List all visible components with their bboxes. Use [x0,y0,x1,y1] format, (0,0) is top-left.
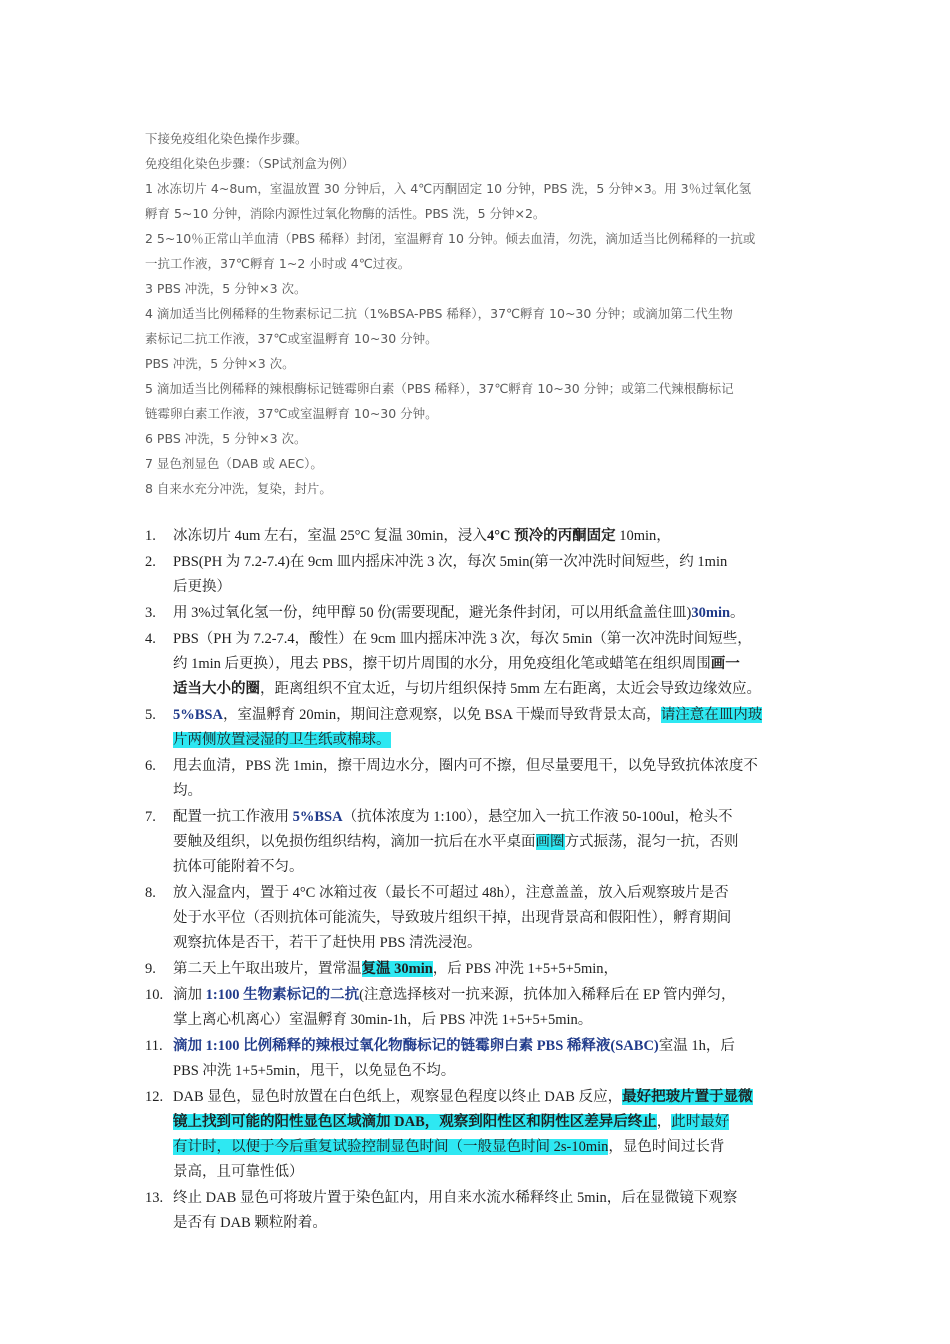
emphasized-text: 适当大小的圈 [173,681,260,697]
step-line [173,601,825,626]
step-text: 处于水平位（否则抗体可能流失，导致玻片组织干掉，出现背景高和假阳性），孵育期间 [173,910,732,926]
protocol-step [145,1186,825,1236]
protocol-step [145,627,825,702]
intro-line: 5 滴加适当比例稀释的辣根酶标记链霉卵白素（PBS 稀释），37℃孵育 10~30 分钟；或第二代辣根酶标记 [145,381,734,396]
intro-line: 6 PBS 冲洗，5 分钟×3 次。 [145,431,307,446]
emphasized-text: 最好把玻片置于显微 [622,1089,753,1105]
protocol-step [145,601,825,626]
step-line [173,1085,825,1110]
step-text: 冰冻切片 4um 左右，室温 25°C 复温 30min，浸入 [173,528,487,544]
step-text: 观察抗体是否干，若干了赶快用 PBS 清洗浸泡。 [173,935,482,951]
step-line [173,728,825,753]
protocol-step [145,983,825,1033]
step-text: 后更换） [173,579,231,595]
step-number: 3. [145,605,156,621]
step-line [173,855,825,880]
intro-line: 4 滴加适当比例稀释的生物素标记二抗（1%BSA-PBS 稀释），37℃孵育 10~30 分钟；或滴加第二代生物 [145,306,733,321]
intro-line: 7 显色剂显色（DAB 或 AEC）。 [145,456,323,471]
step-text: 掌上离心机离心）室温孵育 30min-1h，后 PBS 冲洗 1+5+5+5min。 [173,1012,593,1028]
protocol-step [145,550,825,600]
protocol-step [145,1085,825,1185]
step-text: ，后 PBS 冲洗 1+5+5+5min， [432,961,619,977]
step-text: ，室温孵育 20min，期间注意观察，以免 BSA 干燥而导致背景太高， [222,707,661,723]
step-text: 是否有 DAB 颗粒附着。 [173,1215,327,1231]
step-number: 4. [145,631,156,647]
emphasized-text: 此时最好 [671,1114,730,1130]
protocol-list [145,524,825,1237]
step-text: 方式振荡，混匀一抗，否则 [564,834,739,850]
step-text: ，距离组织不宜太近，与切片组织保持 5mm 左右距离，太近会导致边缘效应。 [260,681,762,697]
step-line [173,754,825,779]
step-text: 室温 1h，后 [658,1038,735,1054]
step-number: 5. [145,707,156,723]
step-text: 用 3%过氧化氢一份，纯甲醇 50 份(需要现配，避光条件封闭，可以用纸盒盖住皿) [173,605,692,621]
step-line [173,1186,825,1211]
step-text: 甩去血清，PBS 洗 1min，擦干周边水分，圈内可不擦，但尽量要甩干，以免导致抗体浓度不 [173,758,758,774]
step-number: 6. [145,758,156,774]
step-number: 1. [145,528,156,544]
step-line [173,1034,825,1059]
step-number: 2. [145,554,156,570]
emphasized-text: 5%BSA [292,809,343,825]
emphasized-text: 画圈 [535,834,565,850]
intro-section [145,126,825,501]
step-line [173,1211,825,1236]
step-line [173,627,825,652]
step-text: PBS(PH 为 7.2-7.4)在 9cm 皿内摇床冲洗 3 次，每次 5min(第一次冲洗时间短些，约 1min [173,554,728,570]
step-line [173,805,825,830]
step-text: 要触及组织，以免损伤组织结构，滴加一抗后在水平桌面 [173,834,536,850]
step-text: PBS（PH 为 7.2-7.4，酸性）在 9cm 皿内摇床冲洗 3 次，每次 5min（第一次冲洗时间短些， [173,631,752,647]
step-line [173,1110,825,1135]
emphasized-text: 5%BSA [173,707,223,723]
step-text: DAB 显色，显色时放置在白色纸上，观察显色程度以终止 DAB 反应， [173,1089,623,1105]
step-text: 滴加 [173,987,206,1003]
intro-line: 1 冰冻切片 4~8um，室温放置 30 分钟后，入 4℃丙酮固定 10 分钟，PBS 洗，5 分钟×3。用 3％过氧化氢 [145,181,752,196]
step-text: 均。 [173,783,202,799]
step-line [173,1160,825,1185]
intro-line: 素标记二抗工作液，37℃或室温孵育 10~30 分钟。 [145,331,438,346]
step-number: 8. [145,885,156,901]
protocol-step [145,957,825,982]
step-text: 放入湿盒内，置于 4°C 冰箱过夜（最长不可超过 48h），注意盖盖，放入后观察玻片是否 [173,885,729,901]
step-line [173,906,825,931]
step-number: 11. [145,1038,163,1054]
step-text: 终止 DAB 显色可将玻片置于染色缸内，用自来水流水稀释终止 5min，后在显微镜下观察 [173,1190,738,1206]
protocol-step [145,805,825,880]
intro-line: 免疫组化染色步骤：（SP试剂盒为例） [145,156,355,171]
protocol-step [145,524,825,549]
intro-line: 下接免疫组化染色操作步骤。 [145,131,308,146]
step-text: 配置一抗工作液用 [173,809,293,825]
emphasized-text: 请注意在皿内玻 [660,707,763,723]
intro-line: 3 PBS 冲洗，5 分钟×3 次。 [145,281,307,296]
step-text: 第二天上午取出玻片，置常温 [173,961,362,977]
step-text: 景高，且可靠性低） [173,1164,304,1180]
step-line [173,1135,825,1160]
step-text: 10min， [615,528,671,544]
step-number: 13. [145,1190,164,1206]
step-text: PBS 冲洗 1+5+5min，甩干，以免显色不均。 [173,1063,456,1079]
step-line [173,524,825,549]
step-text: (注意选择核对一抗来源，抗体加入稀释后在 EP 管内弹匀， [359,987,736,1003]
emphasized-text: 复温 30min [361,961,433,977]
step-text: ，显色时间过长背 [608,1139,725,1155]
step-number: 7. [145,809,156,825]
step-line [173,1008,825,1033]
step-line [173,779,825,804]
step-text: ， [656,1114,672,1130]
step-line [173,957,825,982]
step-text: 约 1min 后更换），甩去 PBS，擦干切片周围的水分，用免疫组化笔或蜡笔在组织周围 [173,656,711,672]
step-number: 9. [145,961,156,977]
step-text: 。 [730,605,745,621]
step-line [173,983,825,1008]
step-line [173,931,825,956]
protocol-step [145,1034,825,1084]
emphasized-text: 画一 [710,656,740,672]
step-number: 10. [145,987,164,1003]
emphasized-text: 1:100 生物素标记的二抗 [205,987,360,1003]
step-text: 抗体可能附着不匀。 [173,859,304,875]
protocol-step [145,754,825,804]
emphasized-text: 镜上找到可能的阳性显色区域滴加 DAB，观察到阳性区和阴性区差异后终止 [173,1114,657,1130]
emphasized-text: 片两侧放置浸湿的卫生纸或棉球。 [173,732,391,748]
step-text: （抗体浓度为 1:100），悬空加入一抗工作液 50-100ul，枪头不 [342,809,733,825]
intro-line: 孵育 5~10 分钟，消除内源性过氧化物酶的活性。PBS 洗，5 分钟×2。 [145,206,546,221]
protocol-step [145,703,825,753]
step-line [173,652,825,677]
step-line [173,575,825,600]
intro-line: 8 自来水充分冲洗，复染，封片。 [145,481,332,496]
emphasized-text: 有计时，以便于今后重复试验控制显色时间（一般显色时间 2s-10min [173,1139,609,1155]
intro-line: 一抗工作液，37℃孵育 1~2 小时或 4℃过夜。 [145,256,411,271]
intro-line: 链霉卵白素工作液，37℃或室温孵育 10~30 分钟。 [145,406,438,421]
intro-line: 2 5~10％正常山羊血清（PBS 稀释）封闭，室温孵育 10 分钟。倾去血清，勿洗，滴加适当比例稀释的一抗或 [145,231,756,246]
emphasized-text: 4°C 预冷的丙酮固定 [486,528,616,544]
emphasized-text: 30min [691,605,731,621]
emphasized-text: 滴加 1:100 比例稀释的辣根过氧化物酶标记的链霉卵白素 PBS 稀释液(SABC) [173,1038,659,1054]
protocol-step [145,881,825,956]
step-number: 12. [145,1089,164,1105]
step-line [173,881,825,906]
step-line [173,703,825,728]
step-line [173,550,825,575]
step-line [173,830,825,855]
intro-line: PBS 冲洗，5 分钟×3 次。 [145,356,295,371]
step-line [173,677,825,702]
step-line [173,1059,825,1084]
